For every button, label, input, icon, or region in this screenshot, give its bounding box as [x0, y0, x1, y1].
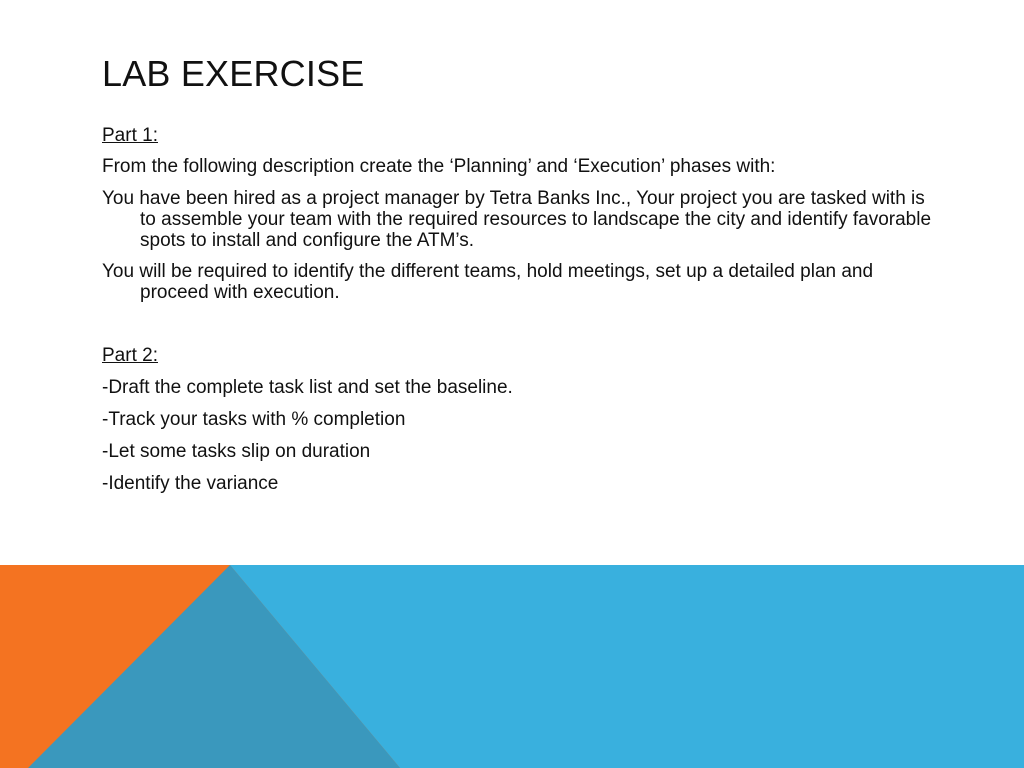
slide-body — [102, 125, 932, 494]
part2-task-variance: -Identify the variance — [102, 473, 279, 494]
part1-heading: Part 1: — [102, 125, 158, 146]
part2-task-slip: -Let some tasks slip on duration — [102, 441, 371, 462]
part1-paragraph-required: You will be required to identify the different teams, hold meetings, set up a detailed plan and proceed with execution. — [102, 261, 874, 303]
part1-paragraph-hired: You have been hired as a project manager by Tetra Banks Inc., Your project you are tasked with is to assemble your team with the required resources to landscape the city and identify favorable spots to install and configure the ATM’s. — [102, 188, 932, 251]
slide-title: LAB EXERCISE — [102, 53, 365, 94]
part2-heading: Part 2: — [102, 345, 158, 366]
part2-task-draft: -Draft the complete task list and set the baseline. — [102, 377, 513, 398]
part2-task-track: -Track your tasks with % completion — [102, 409, 406, 430]
decorative-banner — [0, 565, 1024, 768]
part1-description: From the following description create the ‘Planning’ and ‘Execution’ phases with: — [102, 156, 776, 177]
